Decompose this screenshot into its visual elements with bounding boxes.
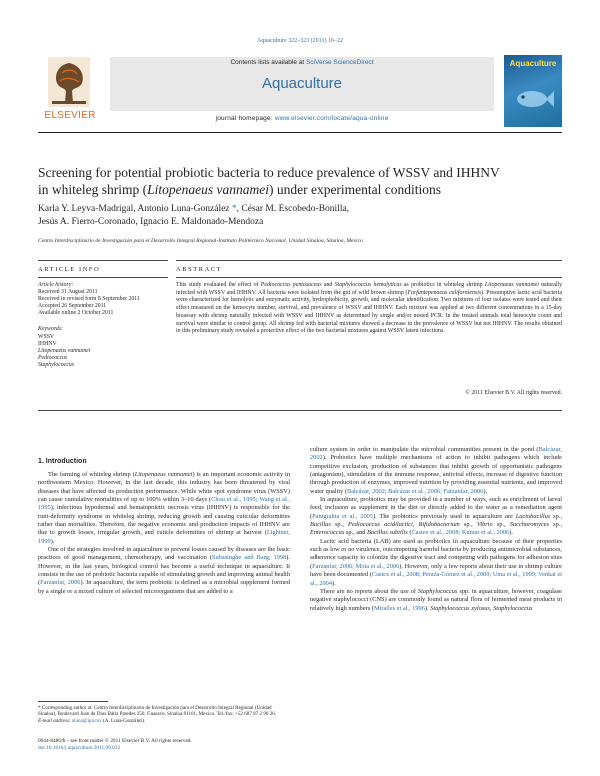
copyright-notice: © 2011 Elsevier B.V. All rights reserved. [465,390,562,396]
elsevier-logo [38,57,100,123]
abstract-heading: ABSTRACT [176,266,223,273]
title-line-2 [38,181,562,198]
fish-icon [512,77,554,119]
affiliation: Centro Interdisciplinario de Investigación para el Desarrollo Integral Regional-Instituto Politécnico Nacional, Unidad Sinaloa, Sinaloa, Mexico [38,238,363,244]
body-text: culture system in order to manipulate the microbial communities present in the pond ( [310,446,539,453]
body-species: Litopenaeus vannamei [134,471,193,478]
issn-block [38,738,290,752]
title-text-end: ) under experimental conditions [268,182,442,197]
title-text: in whiteleg shrimp ( [38,182,148,197]
paragraph [310,588,562,613]
abstract-text: and [321,282,335,288]
author-list [38,203,562,228]
body-text: The farming of whiteleg shrimp ( [48,471,135,478]
reference-link[interactable]: Balcázar, 2002 [310,446,562,462]
abstract-body [176,282,562,336]
body-text: spp. in aquaculture, however, coagulase negative staphylococci (CNS) are commonly found as natural flora of fermented meat products in relatively high numbers ( [310,587,562,612]
divider [176,260,562,261]
body-text: , [412,521,419,529]
body-text: ). The probiotics previously used in aquaculture are [372,512,516,520]
history-label: Article history: [38,282,74,288]
body-species: Lactobacillus [515,512,551,520]
body-text: ). Probiotics have multiple mechanisms of action to inhibit pathogens which include competitive exclusion, production of substances that inhibit growth of opportunistic pathogens (antagonism), stimulation of the immune response, antiviral effects, increase of digestive function through production of enzymes, improved nutrition by providing essential nutrients, and improved water quality ( [310,454,562,495]
body-text: sp., [549,521,562,529]
email-link[interactable]: aluna@ipn.mx [71,717,102,724]
body-species: Bacillus subtilis [367,529,408,537]
paragraph [38,471,290,546]
authors-text-cont: , César M. Escobedo-Bonilla, [236,204,350,214]
contents-prefix: Contents lists available at [230,59,306,66]
authors-line-2: Jesús A. Fierro-Coronado, Ignacio E. Maldonado-Mendoza [38,216,264,227]
body-text: ) is an important economic activity in northwestern Mexico. However, in the last decade, this industry has been threatened by viral diseases that have affected its production performance. While white spot syndrome virus (WSSV) can cause cumulative mortalities of up to 100% within 3–10 days ( [38,471,290,504]
keyword: Staphylococcus [38,361,75,368]
footnote-text: * Corresponding author at: Centro Interdisciplinario de Investigación para el Desarrollo Integral Regional (Unidad Sinaloa), Boulevard Juan de Dios Bátiz Paredes 250, Guasave, Sinaloa 81101, Mexico. Tel./fax: +52 687 87 2 96 26. [38,705,277,718]
reference-link[interactable]: Farzanfar, 2006; Mota et al., 2006 [312,562,400,570]
keyword: Litopenaeus vannamei [38,347,91,354]
journal-title: Aquaculture [261,75,343,92]
body-text: ). [509,529,513,537]
article-info-heading: ARTICLE INFO [38,266,101,273]
title-species: Litopenaeus vannamei [147,182,269,197]
corresponding-author-footnote [38,705,290,724]
online-date: Available online 2 October 2011 [38,310,114,317]
body-text: ). [50,537,55,545]
body-species: Bacillus [310,521,331,529]
body-species: Pediococcus acidilactici [347,521,413,529]
email-suffix: (A. Luna-González). [101,717,146,724]
keywords-label: Keywords: [38,326,63,333]
abstract-text: ). Presumptive lactic acid bacteria were characterized for hemolytic and enzymatic activity, hydrophobicity, growth, and molecular identification. Two mixtures of four isolates were tested and their effect measured on the hemocyte number, survival, and prevalence of WSSV and IHHNV. Each mixture was applied at two different concentrations in a 15-day bioassay with shrimp naturally infected with WSSV and IHHNV as determined by single and/or nested PCR. In the treated animals total hemocyte count and survival were similar to control group. All shrimp fed with bacterial mixtures showed a decrease in the prevalence of WSSV but not IHHNV. The results obtained in this preliminary study revealed a protective effect of the two bacterial mixtures against WSSV latent infections. [176,289,562,335]
abstract-text: naturally infected with WSSV and IHHNV. All bacteria were isolated from the gut of wild brown shrimp ( [176,282,563,296]
paragraph [310,446,562,496]
article-title [38,164,562,198]
divider [176,277,562,278]
divider [38,410,562,411]
body-text: Lactic acid bacteria (LAB) are used as probiotics in aquaculture because of their properties such as low or no virulence, outcompeting harmful bacteria by producing antimicrobial substances, adherence capacity to colonize the digestive tract and competing with pathogens for adhesion sites ( [310,537,562,570]
body-text: ), infectious hypodermal and hematopoietic necrosis virus (IHHNV) is responsible for the runt-deformity syndrome in whiteleg shrimp, reducing growth and causing cuticular deformities rather than mortalities. Therefore, the negative economic and production impacts of IHHNV are due to growth losses, irregular growth, and cuticle deformities of shrimp at harvest ( [38,504,290,537]
body-text: sp., [492,521,510,529]
cover-title: Aquaculture [509,59,557,68]
contents-line [110,59,494,66]
body-text: sp., [550,512,562,520]
journal-citation[interactable]: Aquaculture 322–323 (2011) 16–22 [257,38,343,44]
reference-link[interactable]: Farzanfar, 2006 [40,579,81,587]
body-text: sp., and [344,529,368,537]
body-species: Vibrio [476,521,493,529]
body-text: In aquaculture, probiotics may be provided in a number of ways, such as enrichment of larval feed, inclusion as supplement in the diet or directly added to the water as a remediation agent ( [310,496,562,520]
footnote-divider [38,701,108,702]
paragraph [310,496,562,538]
body-species: Enterococcus [310,529,345,537]
body-text: ). However, only a few reports about their use in shrimp culture have been documented ( [310,562,562,579]
body-species: Bifidobacterium [418,521,460,529]
body-column-right [310,446,562,613]
divider [38,277,168,278]
homepage-link[interactable]: www.elsevier.com/locate/aqua-online [274,115,389,122]
body-text: ). [483,487,488,495]
reference-link[interactable]: Subasinghe and Barg, 1998 [212,554,287,562]
issn-line: 0044-8486/$ – see front matter © 2011 Elsevier B.V. All rights reserved. [38,738,192,744]
masthead [38,53,562,133]
received-date: Received 31 August 2011 [38,289,98,296]
body-species: Saccharomyces [509,521,550,529]
abstract-species: Staphylococcus hemolyticus [334,282,402,288]
journal-cover-image [504,55,562,127]
body-text: ). However, in the last years, biological control has become a useful technique in aquaculture. It consists in the use of probiotic bacteria capable of stimulating growth and improving animal health ( [38,554,290,587]
reference-link[interactable]: Castex et al., 2008; Kumar et al., 2006 [411,529,510,537]
body-text: ). [332,579,336,587]
journal-homepage [110,115,494,122]
elsevier-tree-icon [48,57,90,107]
keyword: Pediococcus [38,354,68,361]
reference-link[interactable]: Miralles et al., 1996 [373,604,425,612]
section-heading-introduction: 1. Introduction [38,458,87,465]
footnote-email-line [38,718,290,724]
body-text: One of the strategies involved in aquaculture to prevent losses caused by diseases are the basic practices of good management, chemotherapy, and vaccination ( [38,546,290,562]
article-info [38,282,168,369]
abstract-species: Litopenaeus vannamei [484,282,539,288]
revised-date: Received in revised form 8 September 2011 [38,296,140,303]
paragraph [38,546,290,596]
body-text: There are no reports about the use of [320,587,418,595]
keyword: IHHNV [38,340,57,347]
title-line-1: Screening for potential probiotic bacteria to reduce prevalence of WSSV and IHHNV [38,165,500,180]
reference-link[interactable]: Castex et al., 2008; Peraza-Gómez et al., 2009; Uma et al., 1999; Venkat et al., 2004 [310,571,563,587]
corresponding-author-link[interactable]: * [229,204,237,214]
reference-link[interactable]: Balcázar, 2002; Balcázar et al., 2006; Farzanfar, 2006 [347,487,484,495]
body-column-left [38,471,290,596]
reference-link[interactable]: Panigrahia et al., 2005 [312,512,373,520]
abstract-text: as probiotics in whiteleg shrimp [401,282,485,288]
body-text: ). In aquaculture, the term probiotic is defined as a microbial supplement formed by a single or a mixed culture of selected microorganisms that are added to a [38,579,290,595]
sciencedirect-link[interactable]: SciVerse ScienceDirect [305,59,374,66]
body-species: Staphylococcus [417,587,458,595]
reference-link[interactable]: Chou et al., 1995; Wang et al., 1995 [38,496,290,512]
keyword: WSSV [38,333,55,340]
divider [38,260,168,261]
authors-line-1 [38,203,562,216]
body-text: ( [407,529,412,537]
accepted-date: Accepted 26 September 2011 [38,303,107,310]
body-species: Staphylococcus xylosus, Staphylococcus [430,604,533,612]
paragraph [310,538,562,588]
abstract-species: Pediococcus pentosaceus [260,282,322,288]
homepage-prefix: journal homepage: [215,115,275,122]
body-text: sp., [459,521,477,529]
authors-text: Karla Y. Leyva-Madrigal, Antonio Luna-González [38,204,230,214]
abstract-text: This study evaluated the effect of [176,282,261,288]
email-label: E-mail address: [38,717,72,724]
body-text: sp., [330,521,348,529]
abstract-species: Farfantepenaeus californiensis [407,289,482,296]
body-text: ). [424,604,431,612]
reference-link[interactable]: Lightner, 1999 [38,529,290,545]
publisher-name: ELSEVIER [44,110,96,121]
doi-link[interactable]: doi:10.1016/j.aquaculture.2011.09.033 [38,744,121,751]
